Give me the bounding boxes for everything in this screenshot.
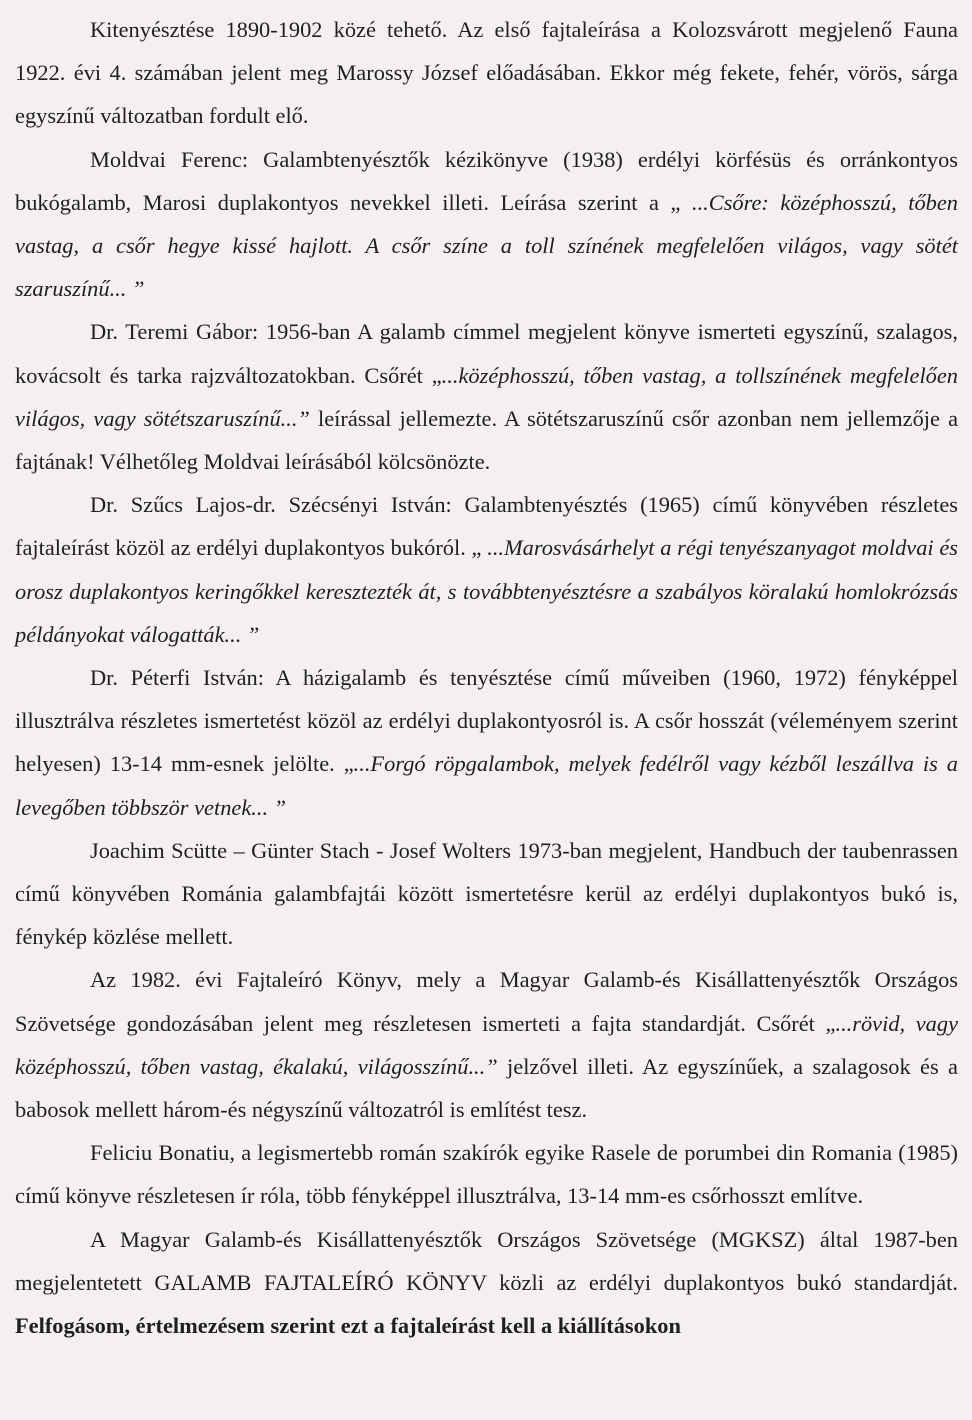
paragraph-emphasis: Felfogásom, értelmezésem szerint ezt a fajtaleírást kell a kiállításokon xyxy=(15,1313,681,1339)
paragraph-peterfi xyxy=(15,656,958,829)
paragraph-teremi xyxy=(15,310,958,483)
paragraph-quote: ...rövid, vagy középhosszú, tőben vastag, ékalakú, világosszínű...” xyxy=(15,1010,959,1079)
paragraph-quote: ...Forgó röpgalambok, melyek fedélről vagy kézből leszállva is a levegőben többször vetnek... ” xyxy=(15,751,959,820)
paragraph-fajtaleiro-1982 xyxy=(15,958,958,1131)
paragraph-text: Az 1982. évi Fajtaleíró Könyv, mely a Magyar Galamb-és Kisállattenyésztők Országos Szövetsége gondozásában jelent meg részletesen ismerteti a fajta standardját. Csőrét „ xyxy=(15,967,958,1036)
paragraph-text: Feliciu Bonatiu, a legismertebb román szakírók egyike Rasele de porumbei din Romania (1985) című könyve részletesen ír róla, több fényképpel illusztrálva, 13-14 mm-es csőrhosszt említve. xyxy=(15,1140,958,1209)
paragraph-text: Dr. Szűcs Lajos-dr. Szécsényi István: Galambtenyésztés (1965) című könyvében részletes fajtaleírást közöl az erdélyi duplakontyos bukóról. „ xyxy=(15,492,958,561)
paragraph-text: Moldvai Ferenc: Galambtenyésztők kézikönyve (1938) erdélyi körfésüs és orránkontyos bukógalamb, Marosi duplakontyos nevekkel illeti. Leírása szerint a „ xyxy=(15,146,958,215)
paragraph-mgksz-1987 xyxy=(15,1218,958,1348)
paragraph-bonatiu xyxy=(15,1131,958,1217)
paragraph-origin xyxy=(15,8,958,138)
paragraph-text: Dr. Péterfi István: A házigalamb és tenyésztése című műveiben (1960, 1972) fényképpel illusztrálva részletes ismertetést közöl az erdélyi duplakontyosról is. A csőr hosszát (véleményem szerint helyesen) 13-14 mm-esnek jelölte. „ xyxy=(15,665,958,777)
paragraph-text: A Magyar Galamb-és Kisállattenyésztők Országos Szövetsége (MGKSZ) által 1987-ben megjelentetett GALAMB FAJTALEÍRÓ KÖNYV közli az erdélyi duplakontyos bukó standardját. xyxy=(15,1226,958,1295)
paragraph-text: Dr. Teremi Gábor: 1956-ban A galamb címmel megjelent könyve ismerteti egyszínű, szalagos, kovácsolt és tarka rajzváltozatokban. Csőrét „ xyxy=(15,319,958,388)
paragraph-text: Kitenyésztése 1890-1902 közé tehető. Az első fajtaleírása a Kolozsvárott megjelenő Fauna 1922. évi 4. számában jelent meg Marossy József előadásában. Ekkor még fekete, fehér, vörös, sárga egyszínű változatban fordult elő. xyxy=(15,17,958,129)
paragraph-szucs xyxy=(15,483,958,656)
paragraph-quote: ...Csőre: középhosszú, tőben vastag, a csőr hegye kissé hajlott. A csőr színe a toll színének megfelelően világos, vagy sötét szaruszínű... ” xyxy=(15,189,958,302)
paragraph-schutte xyxy=(15,829,958,959)
paragraph-quote: ...Marosvásárhelyt a régi tenyészanyagot moldvai és orosz duplakontyos keringőkkel keresztezték át, s továbbtenyésztésre a szabályos köralakú homlokrózsás példányokat válogatták... ” xyxy=(15,535,958,647)
paragraph-quote: ...középhosszú, tőben vastag, a tollszínének megfelelően világos, vagy sötétszaruszínű...” xyxy=(15,362,958,431)
paragraph-text: Joachim Scütte – Günter Stach - Josef Wolters 1973-ban megjelent, Handbuch der taubenrassen című könyvében Románia galambfajtái között ismertetésre kerül az erdélyi duplakontyos bukó is, fénykép közlése mellett. xyxy=(15,837,958,950)
paragraph-text-continued: jelzővel illeti. Az egyszínűek, a szalagosok és a babosok mellett három-és négyszínű változatról is említést tesz. xyxy=(15,1053,958,1123)
paragraph-moldvai xyxy=(15,138,958,311)
paragraph-text-continued: leírással jellemezte. A sötétszaruszínű csőr azonban nem jellemzője a fajtának! Vélhetőleg Moldvai leírásából kölcsönözte. xyxy=(15,405,959,475)
